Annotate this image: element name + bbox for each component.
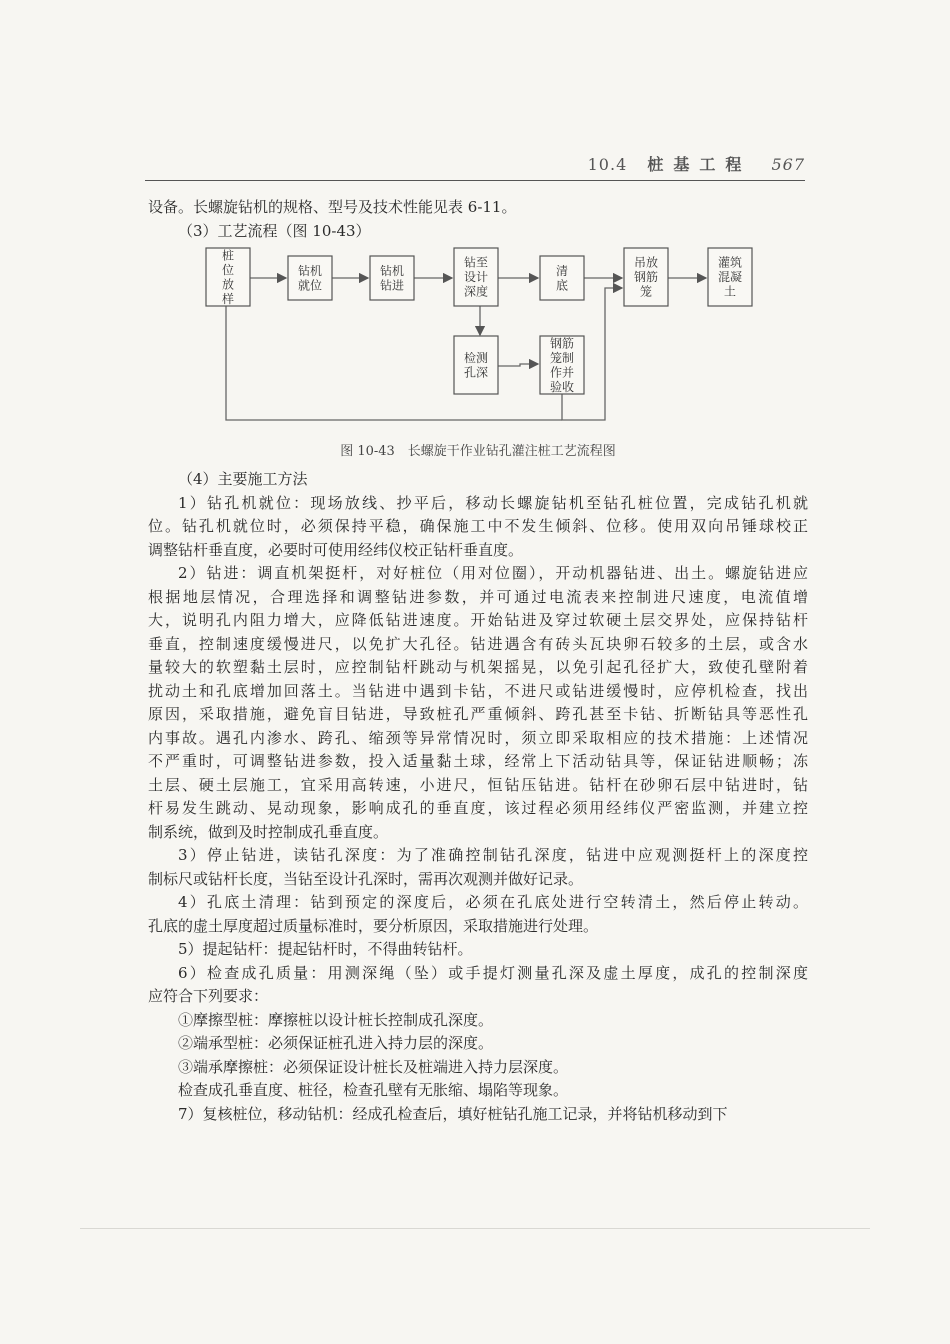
flow-box-text: 样 bbox=[221, 291, 235, 306]
flow-box-text: 笼制 bbox=[549, 350, 575, 365]
flow-box-b1 bbox=[206, 247, 250, 306]
paragraph-line: 5）提起钻杆：提起钻杆时，不得曲转钻杆。 bbox=[178, 940, 473, 958]
flow-box-text: 土 bbox=[723, 284, 737, 299]
flow-box-b3 bbox=[370, 256, 414, 300]
flow-box-text: 混凝 bbox=[717, 270, 743, 285]
running-header bbox=[145, 150, 805, 181]
section-heading bbox=[574, 152, 805, 175]
flow-box-text: 作并 bbox=[549, 365, 575, 380]
arrow-1-loop bbox=[226, 306, 562, 420]
page-bottom-edge bbox=[80, 1228, 870, 1229]
paragraph-line: 孔底的虚土厚度超过质量标准时，要分析原因，采取措施进行处理。 bbox=[148, 916, 599, 935]
arrow-8-9 bbox=[498, 364, 538, 366]
flow-box-text: 钻机 bbox=[379, 263, 405, 278]
flow-box-text: 钻机 bbox=[297, 263, 323, 278]
flow-box-b7 bbox=[708, 248, 752, 306]
flow-box-text: 检测 bbox=[463, 350, 489, 365]
paragraph-line: 2）钻进：调直机架挺杆，对好桩位（用对位圈），开动机器钻进、出土。螺旋钻进应 bbox=[178, 564, 808, 582]
paragraph-line: 内事故。遇孔内渗水、跨孔、缩颈等异常情况时，须立即采取相应的技术措施：上述情况 bbox=[148, 728, 808, 747]
flow-box-text: 钢筋 bbox=[549, 336, 575, 351]
flow-box-text: 就位 bbox=[297, 278, 323, 293]
list-item: ②端承型桩：必须保证桩孔进入持力层的深度。 bbox=[178, 1034, 494, 1052]
flow-box-b2 bbox=[288, 256, 332, 300]
section-title: 桩基工程 bbox=[647, 155, 752, 174]
paragraph-line: 不严重时，可调整钻进参数，投入适量黏土球，经常上下活动钻具等，保证钻进顺畅；冻 bbox=[148, 752, 808, 770]
flow-box-text: 设计 bbox=[463, 270, 489, 285]
intro-text bbox=[148, 196, 808, 243]
flow-box-b6 bbox=[624, 248, 668, 306]
paragraph-line: 杆易发生跳动、晃动现象，影响成孔的垂直度，该过程必须用经纬仪严密监测，并建立控 bbox=[148, 799, 808, 817]
figure-caption: 图 10-43 长螺旋干作业钻孔灌注桩工艺流程图 bbox=[340, 444, 616, 459]
paragraph-line: 垂直，控制速度缓慢进尺，以免扩大孔径。钻进遇含有砖头瓦块卵石较多的土层，或含水 bbox=[148, 634, 808, 653]
flow-box-text: 钻至 bbox=[463, 255, 489, 270]
flow-box-text: 桩 bbox=[221, 248, 235, 263]
paragraph-line: 3）停止钻进，读钻孔深度：为了准确控制钻孔深度，钻进中应观测挺杆上的深度控 bbox=[178, 846, 808, 864]
section-number: 10.4 bbox=[587, 155, 628, 174]
flow-box-b4 bbox=[454, 248, 498, 306]
flow-box-text: 位 bbox=[221, 262, 235, 277]
flow-box-text: 孔深 bbox=[463, 365, 489, 380]
flow-box-text: 深度 bbox=[463, 284, 489, 299]
intro-line: 设备。长螺旋钻机的规格、型号及技术性能见表 6-11。 bbox=[148, 198, 517, 216]
paragraph-line: 大，说明孔内阻力增大，应降低钻进速度。开始钻进及穿过软硬土层交界处，应保持钻杆 bbox=[148, 611, 808, 629]
paragraph-line: 扰动土和孔底增加回落土。当钻进中遇到卡钻，不进尺或钻进缓慢时，应停机检查，找出 bbox=[148, 681, 808, 700]
page-number: 567 bbox=[771, 155, 805, 174]
paragraph-line: 土层、硬土层施工，宜采用高转速，小进尺，恒钻压钻进。钻杆在砂卵石层中钻进时，钻 bbox=[148, 775, 808, 794]
paragraph-line: 6）检查成孔质量：用测深绳（坠）或手提灯测量孔深及虚土厚度，成孔的控制深度 bbox=[178, 963, 808, 982]
paragraph-line: 1）钻孔机就位：现场放线、抄平后，移动长螺旋钻机至钻孔桩位置，完成钻孔机就 bbox=[178, 493, 808, 512]
flow-box-text: 底 bbox=[555, 278, 569, 293]
flow-box-b5 bbox=[540, 256, 584, 300]
flow-heading: （3）工艺流程（图 10-43） bbox=[178, 221, 371, 240]
body-text bbox=[148, 468, 808, 1126]
process-flowchart bbox=[200, 242, 770, 430]
flow-box-text: 钢筋 bbox=[633, 270, 659, 285]
paragraph-line: 7）复核桩位，移动钻机：经成孔检查后，填好桩钻孔施工记录，并将钻机移动到下 bbox=[178, 1104, 728, 1123]
paragraph-line: 量较大的软塑黏土层时，应控制钻杆跳动与机架摇晃，以免引起孔径扩大，致使孔壁附着 bbox=[148, 658, 808, 676]
paragraph-line: 4）孔底土清理：钻到预定的深度后，必须在孔底处进行空转清土，然后停止转动。 bbox=[178, 893, 808, 911]
paragraph-line: 制系统，做到及时控制成孔垂直度。 bbox=[148, 822, 389, 841]
flow-box-text: 验收 bbox=[549, 379, 575, 394]
paragraph-line: 制标尺或钻杆长度，当钻至设计孔深时，需再次观测并做好记录。 bbox=[148, 869, 584, 888]
flow-box-b9 bbox=[540, 336, 584, 394]
flow-box-text: 笼 bbox=[639, 284, 653, 299]
paragraph-line: 根据地层情况，合理选择和调整钻进参数，并可通过电流表来控制进尺速度，电流值增 bbox=[148, 587, 808, 606]
paragraph-line: 调整钻杆垂直度，必要时可使用经纬仪校正钻杆垂直度。 bbox=[148, 540, 524, 559]
flow-box-text: 钻进 bbox=[379, 278, 405, 293]
flow-box-text: 吊放 bbox=[633, 255, 659, 270]
subsection-heading: （4）主要施工方法 bbox=[178, 470, 308, 488]
paragraph-line: 应符合下列要求： bbox=[148, 987, 269, 1005]
paragraph-line: 原因，采取措施，避免盲目钻进，导致桩孔严重倾斜、跨孔甚至卡钻、折断钻具等恶性孔 bbox=[148, 705, 808, 723]
list-item: ①摩擦型桩：摩擦桩以设计桩长控制成孔深度。 bbox=[178, 1010, 494, 1029]
list-item: ③端承摩擦桩：必须保证设计桩长及桩端进入持力层深度。 bbox=[178, 1057, 569, 1076]
list-item: 检查成孔垂直度、桩径，检查孔壁有无胀缩、塌陷等现象。 bbox=[178, 1081, 569, 1099]
flow-box-text: 放 bbox=[221, 277, 235, 292]
paragraph-line: 位。钻孔机就位时，必须保持平稳，确保施工中不发生倾斜、位移。使用双向吊锤球校正 bbox=[148, 517, 808, 535]
flow-box-text: 灌筑 bbox=[717, 255, 743, 270]
flow-box-b8 bbox=[454, 336, 498, 394]
flow-box-text: 清 bbox=[555, 263, 569, 278]
